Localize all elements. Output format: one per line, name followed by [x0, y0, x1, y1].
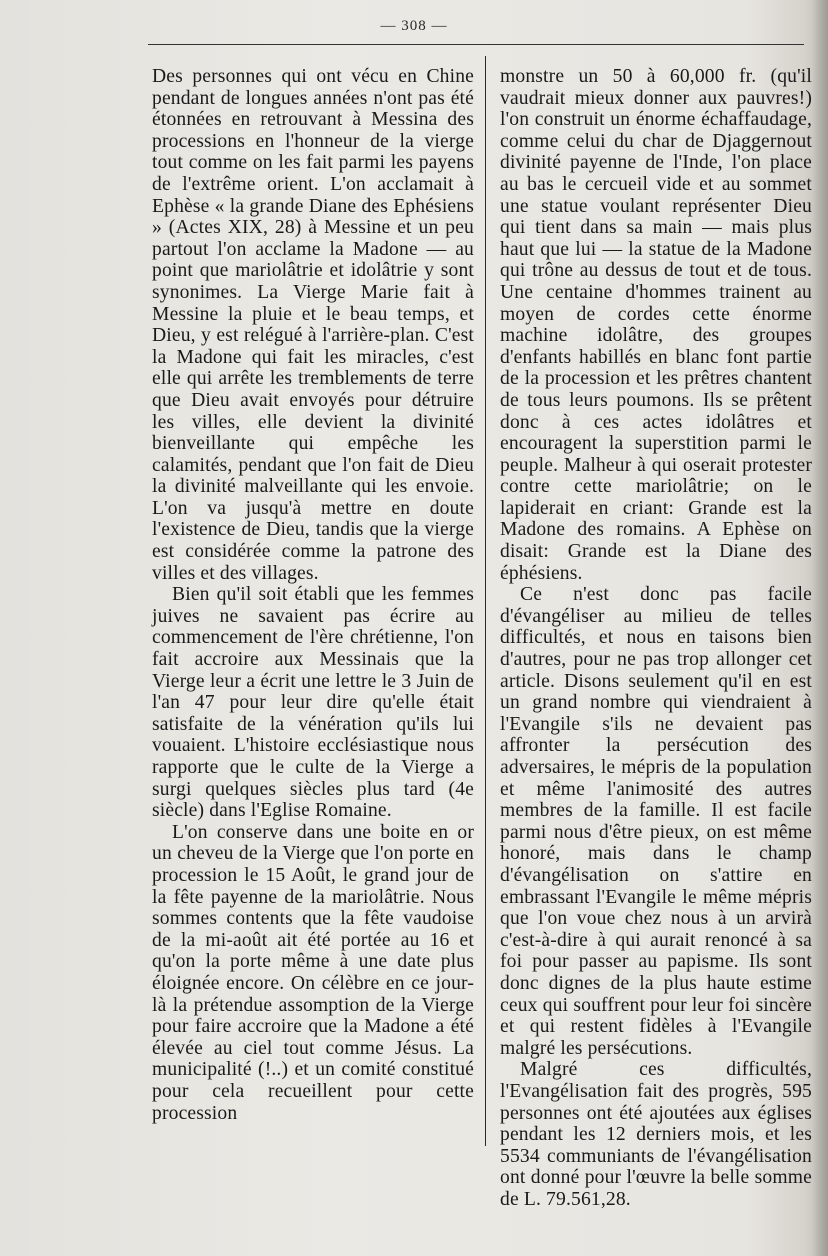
right-paragraph-3: Malgré ces difficultés, l'Evangélisation fait des progrès, 595 personnes ont été ajoutées aux églises pendant les 12 derniers mois, et les 5534 communiants de l'évangélisation ont donné pour l'œuvre la belle somme de L. 79.561,28. — [500, 1059, 812, 1210]
left-paragraph-3: L'on conserve dans une boite en or un cheveu de la Vierge que l'on porte en procession le 15 Août, le grand jour de la fête payenne de la mariolâtrie. Nous sommes contents que la fête vaudoise de la mi-août ait été portée au 16 et qu'on la porte même à une date plus éloignée encore. On célèbre en ce jour-là la prétendue assomption de la Vierge pour faire accroire que la Madone a été élevée au ciel tout comme Jésus. La municipalité (!..) et un comité constitué pour cela recueillent pour cette procession — [152, 821, 474, 1124]
page-edge-shadow — [812, 0, 828, 1256]
column-divider — [485, 56, 486, 1146]
right-column — [500, 66, 812, 1210]
header-rule — [148, 44, 804, 45]
right-paragraph-2: Ce n'est donc pas facile d'évangéliser au milieu de telles difficultés, et nous en taisons bien d'autres, pour ne pas trop allonger cet article. Disons seulement qu'il en est un grand nombre qui viendraient à l'Evangile s'ils ne devaient pas affronter la persécution des adversaires, le mépris de la population et même l'animosité des autres membres de la famille. Il est facile parmi nous d'être pieux, on est même honoré, mais dans le champ d'évangélisation on s'attire en embrassant l'Evangile le même mépris que l'on voue chez nous à un arvirà c'est-à-dire à qui aurait renoncé à sa foi pour passer au papisme. Ils sont donc dignes de la plus haute estime ceux qui souffrent pour leur foi sincère et qui restent fidèles à l'Evangile malgré les persécutions. — [500, 584, 812, 1059]
left-paragraph-1: Des personnes qui ont vécu en Chine pendant de longues années n'ont pas été étonnées en retrouvant à Messina des processions en l'honneur de la vierge tout comme on les fait parmi les payens de l'extrême orient. L'on acclamait à Ephèse « la grande Diane des Ephésiens » (Actes XIX, 28) à Messine et un peu partout l'on acclame la Madone — au point que mariolâtrie et idolâtrie y sont synonimes. La Vierge Marie fait à Messine la pluie et le beau temps, et Dieu, y est relégué à l'arrière-plan. C'est la Madone qui fait les miracles, c'est elle qui arrête les tremblements de terre que Dieu avait envoyés pour détruire les villes, elle devient la divinité bienveillante qui empêche les calamités, pendant que l'on fait de Dieu la divinité malveillante qui les envoie. L'on va jusqu'à mettre en doute l'existence de Dieu, tandis que la vierge est considérée comme la patrone des villes et des villages. — [152, 66, 474, 584]
page-number: — 308 — — [380, 18, 448, 34]
right-paragraph-1: monstre un 50 à 60,000 fr. (qu'il vaudrait mieux donner aux pauvres!) l'on construit un énorme échaffaudage, comme celui du char de Djaggernout divinité payenne de l'Inde, l'on place au bas le cercueil vide et au sommet une statue voulant représenter Dieu qui tient dans sa main — mais plus haut que lui — la statue de la Madone qui trône au dessus de tout et de tous. Une centaine d'hommes trainent au moyen de cordes cette énorme machine idolâtre, des groupes d'enfants habillés en blanc font partie de la procession et les prêtres chantent de tous leurs poumons. Ils se prêtent donc à ces actes idolâtres et encouragent la superstition parmi le peuple. Malheur à qui oserait protester contre cette mariolâtrie; on le lapiderait en criant: Grande est la Madone des romains. A Ephèse on disait: Grande est la Diane des éphésiens. — [500, 66, 812, 584]
left-column — [152, 66, 474, 1124]
left-paragraph-2: Bien qu'il soit établi que les femmes juives ne savaient pas écrire au commencement de l'ère chrétienne, l'on fait accroire aux Messinais que la Vierge leur a écrit une lettre le 3 Juin de l'an 47 pour leur dire qu'elle était satisfaite de la vénération qu'ils lui vouaient. L'histoire ecclésiastique nous rapporte que le culte de la Vierge a surgi quelques siècles plus tard (4e siècle) dans l'Eglise Romaine. — [152, 584, 474, 822]
